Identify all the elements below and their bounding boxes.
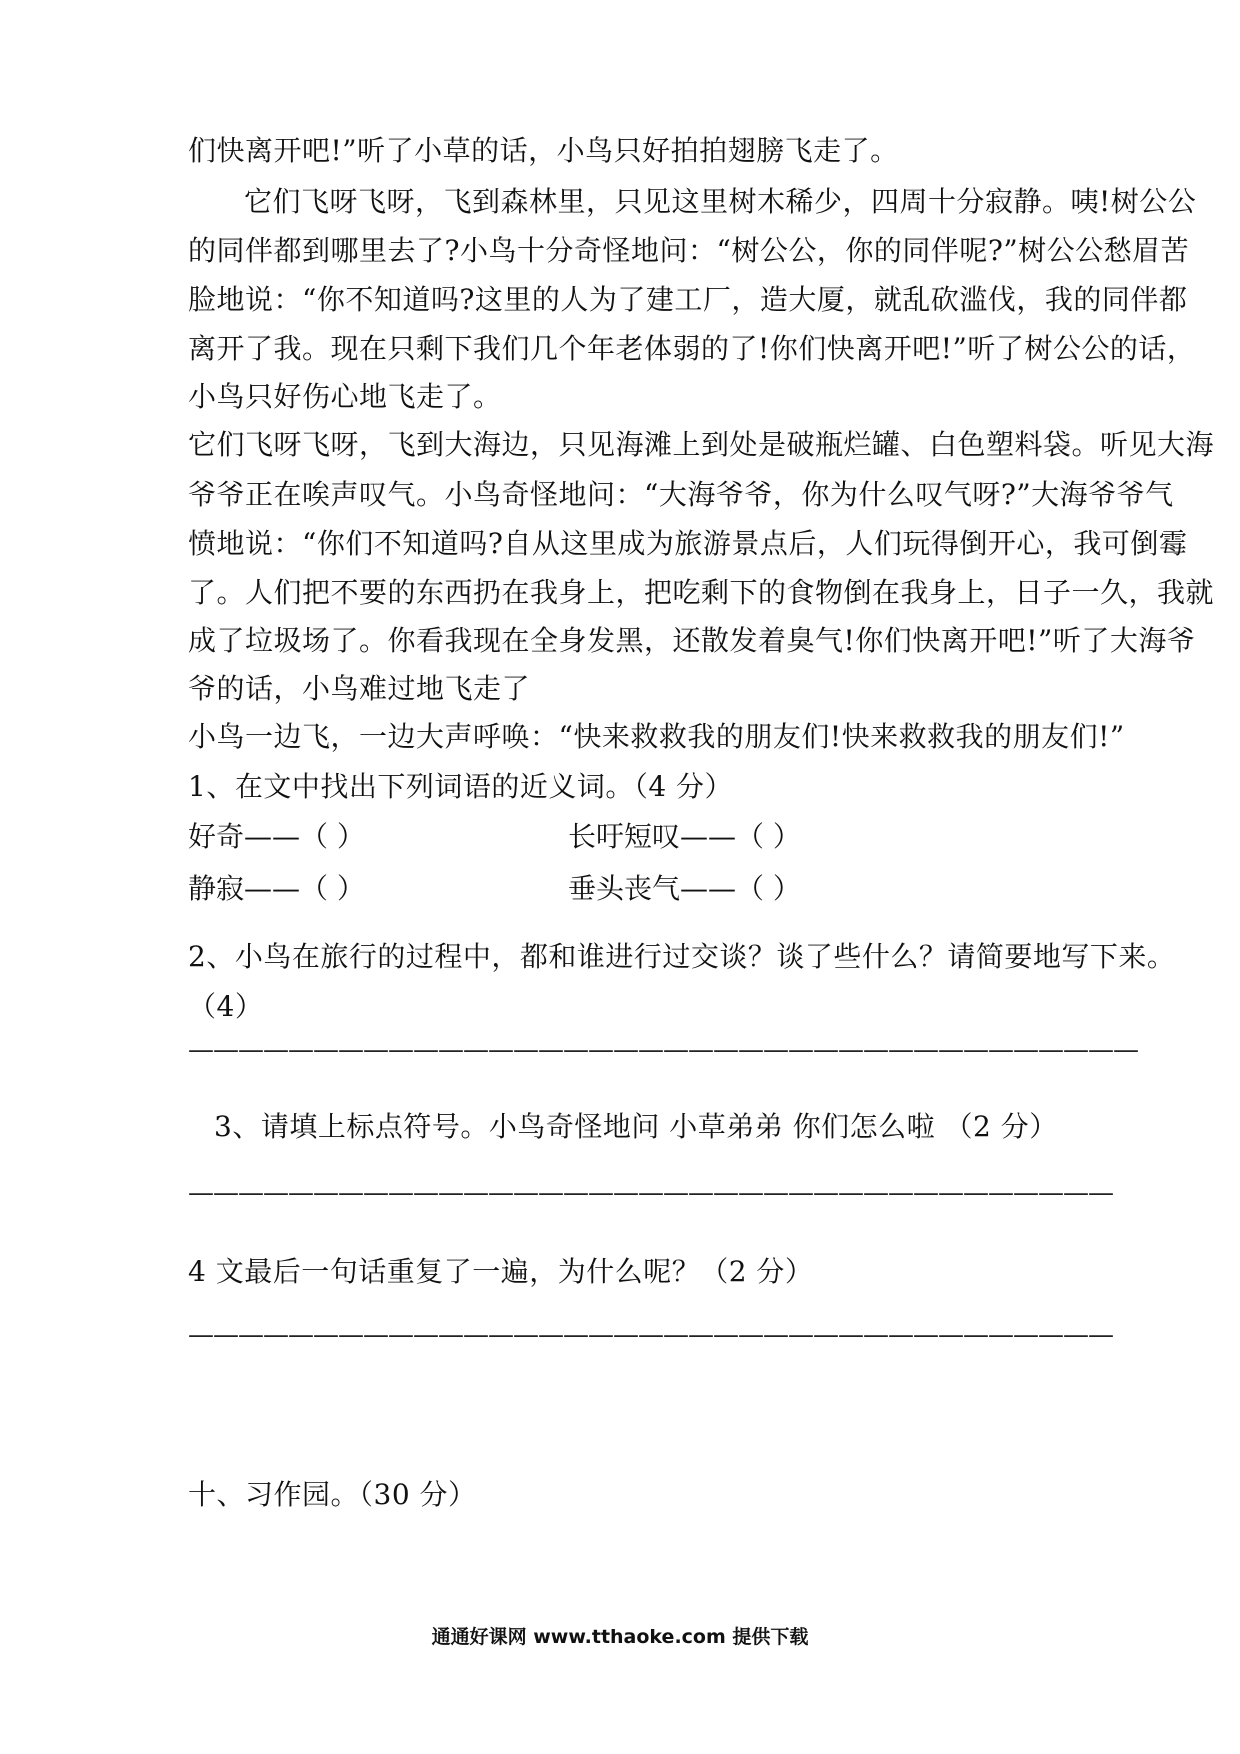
synonym-blank[interactable]: 垂头丧气——（ ） [568, 872, 801, 905]
question-4: 4 文最后一句话重复了一遍，为什么呢？（2 分） [188, 1255, 814, 1288]
passage-line: 脸地说：“你不知道吗?这里的人为了建工厂，造大厦，就乱砍滥伐，我的同伴都 [188, 283, 1188, 316]
passage-line: 它们飞呀飞呀，飞到森林里，只见这里树木稀少，四周十分寂静。咦!树公公 [244, 185, 1197, 218]
question-1: 1、在文中找出下列词语的近义词。（4 分） [188, 770, 734, 803]
section-heading: 十、习作园。（30 分） [188, 1478, 477, 1511]
synonym-blank[interactable]: 长吁短叹——（ ） [568, 820, 801, 853]
passage-line: 愤地说：“你们不知道吗?自从这里成为旅游景点后，人们玩得倒开心，我可倒霉 [188, 527, 1188, 560]
footer-credit: 通通好课网 www.tthaoke.com 提供下载 [431, 1626, 809, 1648]
question-2: 2、小鸟在旅行的过程中，都和谁进行过交谈？谈了些什么？请简要地写下来。 [188, 940, 1176, 973]
passage-line: 了。人们把不要的东西扔在我身上，把吃剩下的食物倒在我身上，日子一久，我就 [188, 576, 1215, 609]
passage-line: 爷爷正在唉声叹气。小鸟奇怪地问：“大海爷爷，你为什么叹气呀?”大海爷爷气 [188, 478, 1174, 511]
passage-line: 的同伴都到哪里去了?小鸟十分奇怪地问：“树公公，你的同伴呢?”树公公愁眉苦 [188, 234, 1190, 267]
passage-line: 它们飞呀飞呀，飞到大海边，只见海滩上到处是破瓶烂罐、白色塑料袋。听见大海 [188, 428, 1215, 461]
passage-line: 爷的话，小鸟难过地飞走了 [188, 672, 531, 705]
passage-line: 离开了我。现在只剩下我们几个年老体弱的了!你们快离开吧!”听了树公公的话， [188, 332, 1196, 365]
answer-line[interactable]: —————————————————————————————————————— [188, 1035, 1138, 1065]
answer-line[interactable]: ————————————————————————————————————— [188, 1178, 1113, 1208]
question-2-score: （4） [188, 990, 264, 1023]
question-3: 3、请填上标点符号。小鸟奇怪地问 小草弟弟 你们怎么啦 （2 分） [214, 1110, 1058, 1143]
synonym-blank[interactable]: 静寂——（ ） [188, 872, 365, 905]
synonym-blank[interactable]: 好奇——（ ） [188, 820, 365, 853]
passage-line: 成了垃圾场了。你看我现在全身发黑，还散发着臭气!你们快离开吧!”听了大海爷 [188, 624, 1196, 657]
passage-line: 小鸟一边飞，一边大声呼唤：“快来救救我的朋友们!快来救救我的朋友们!” [188, 720, 1125, 753]
passage-line: 们快离开吧!”听了小草的话，小鸟只好拍拍翅膀飞走了。 [188, 134, 899, 167]
answer-line[interactable]: ————————————————————————————————————— [188, 1320, 1113, 1350]
passage-line: 小鸟只好伤心地飞走了。 [188, 380, 502, 413]
